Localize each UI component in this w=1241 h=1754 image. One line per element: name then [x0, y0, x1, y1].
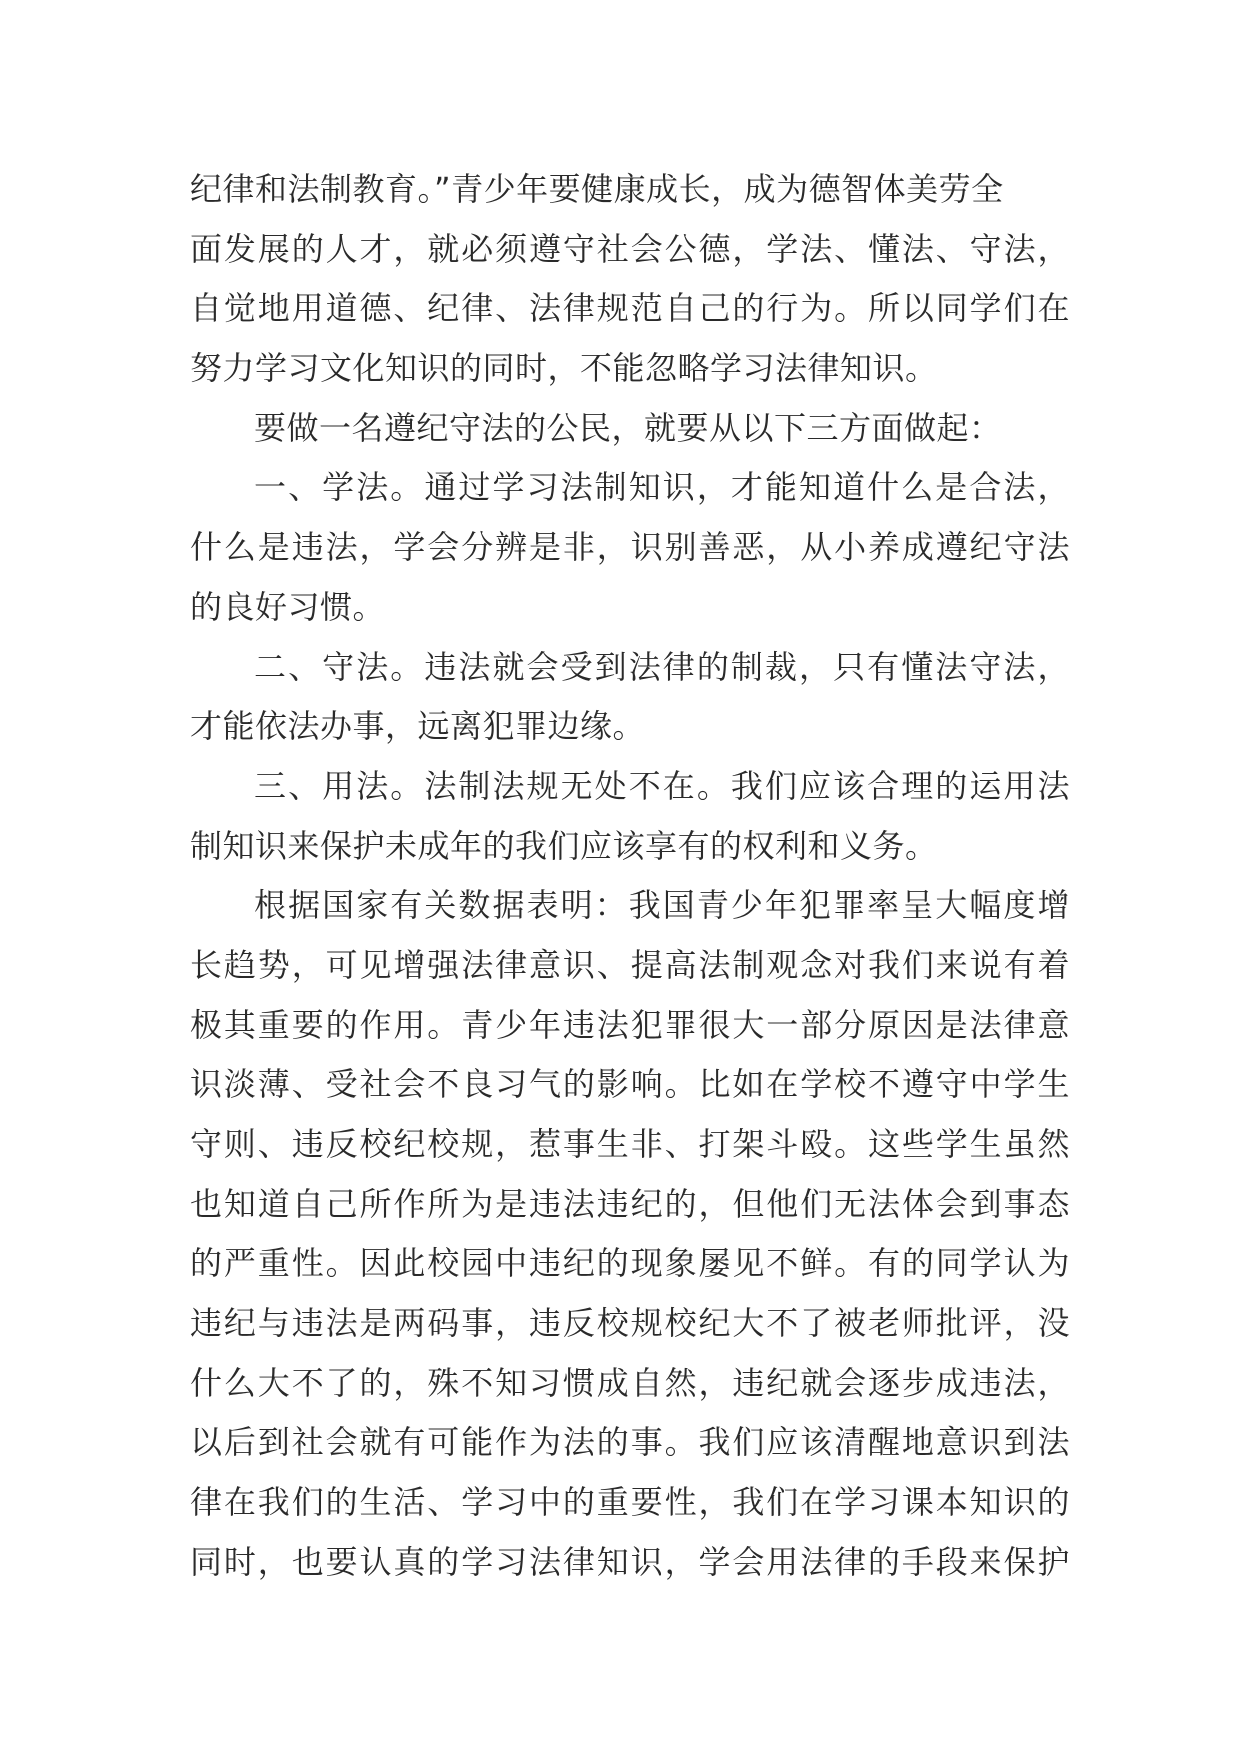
- text-line: 极其重要的作用。青少年违法犯罪很大一部分原因是法律意: [190, 1005, 1070, 1044]
- text-line: 才能依法办事，远离犯罪边缘。: [190, 707, 646, 746]
- text-line: 违纪与违法是两码事，违反校规校纪大不了被老师批评，没: [190, 1304, 1070, 1343]
- text-line: 要做一名遵纪守法的公民，就要从以下三方面做起：: [254, 408, 1002, 447]
- text-line: 纪律和法制教育。”青少年要健康成长，成为德智体美劳全: [190, 170, 1004, 208]
- text-line: 一、学法。通过学习法制知识，才能知道什么是合法，: [254, 468, 1070, 507]
- text-line: 什么大不了的，殊不知习惯成自然，违纪就会逐步成违法，: [190, 1363, 1070, 1402]
- text-line: 制知识来保护未成年的我们应该享有的权利和义务。: [190, 826, 938, 865]
- text-line: 努力学习文化知识的同时，不能忽略学习法律知识。: [190, 349, 938, 388]
- text-line: 律在我们的生活、学习中的重要性，我们在学习课本知识的: [190, 1483, 1070, 1522]
- text-line: 面发展的人才，就必须遵守社会公德，学法、懂法、守法，: [190, 229, 1070, 268]
- text-line: 守则、违反校纪校规，惹事生非、打架斗殴。这些学生虽然: [190, 1125, 1070, 1163]
- text-line: 什么是违法，学会分辨是非，识别善恶，从小养成遵纪守法: [190, 528, 1070, 567]
- text-line: 长趋势，可见增强法律意识、提高法制观念对我们来说有着: [190, 945, 1070, 984]
- text-line: 的严重性。因此校园中违纪的现象屡见不鲜。有的同学认为: [190, 1244, 1070, 1283]
- text-line: 同时，也要认真的学习法律知识，学会用法律的手段来保护: [190, 1542, 1070, 1581]
- text-line: 也知道自己所作所为是违法违纪的，但他们无法体会到事态: [190, 1184, 1070, 1223]
- body-text: [190, 160, 1070, 1593]
- text-line: 以后到社会就有可能作为法的事。我们应该清醒地意识到法: [190, 1423, 1070, 1462]
- text-line: 自觉地用道德、纪律、法律规范自己的行为。所以同学们在: [190, 289, 1070, 328]
- text-line: 识淡薄、受社会不良习气的影响。比如在学校不遵守中学生: [190, 1065, 1070, 1104]
- text-line: 根据国家有关数据表明：我国青少年犯罪率呈大幅度增: [254, 886, 1070, 925]
- text-line: 二、守法。违法就会受到法律的制裁，只有懂法守法，: [254, 647, 1070, 686]
- text-line: 三、用法。法制法规无处不在。我们应该合理的运用法: [254, 766, 1070, 805]
- text-line: 的良好习惯。: [190, 587, 386, 626]
